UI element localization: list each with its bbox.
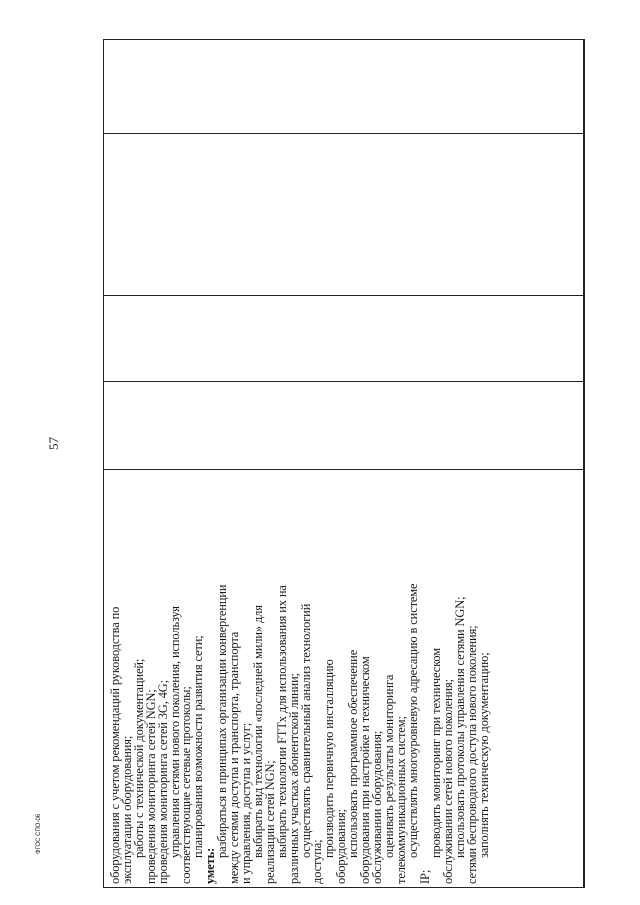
text-line: оценивать результаты мониторинга [381, 674, 396, 858]
text-line: оборудования с учетом рекомендаций руководства по [108, 606, 122, 884]
text-line: разбираться в принципах организации конвергенции [215, 584, 230, 858]
text-line: различных участках абонентской линии; [286, 673, 301, 884]
text-line: использовать программное обеспечение [346, 649, 361, 858]
text-line: уметь: [203, 847, 218, 884]
text-line: обслуживании сетей нового поколения; [441, 679, 456, 884]
text-line: сетями беспроводного доступа нового поколения; [465, 625, 480, 884]
text-line: заполнять техническую документацию; [477, 652, 492, 858]
text-line: проводить мониторинг при техническом [429, 648, 444, 858]
text-line: планирования возможности развития сети; [191, 635, 206, 858]
text-line: доступа; [310, 839, 325, 884]
text-line: обслуживании оборудования; [369, 730, 384, 884]
text-line: эксплуатации оборудования; [119, 735, 134, 884]
text-line: осуществлять многоуровневую адресацию в системе [405, 583, 420, 858]
text-line: проведения мониторинга сетей NGN; [143, 689, 158, 884]
text-line: телекоммуникационных систем; [393, 716, 408, 884]
text-line: IP; [417, 869, 432, 884]
text-line: реализации сетей NGN; [262, 760, 277, 884]
text-line: осуществлять сравнительный анализ технологий [298, 603, 313, 858]
text-line: управления сетями нового поколения, используя [167, 606, 182, 858]
text-line: соответствующие сетевые протоколы; [179, 686, 194, 884]
page-number: 57 [46, 437, 61, 450]
text-line: оборудования; [334, 809, 349, 884]
text-line: работы с технической документацией; [131, 658, 146, 858]
text-line: выбирать технологии FTTx для использования их на [274, 585, 289, 858]
text-line: производить первичную инсталляцию [322, 659, 337, 858]
competency-text-cell [110, 39, 570, 884]
text-line: и управления, доступа и услуг; [238, 722, 253, 884]
table-column-divider [583, 39, 584, 888]
text-line: использовать протоколы управления сетями NGN; [453, 596, 468, 858]
text-line: между сетями доступа и транспорта, транспорта [227, 631, 242, 884]
text-line: оборудования при настройке и техническом [358, 656, 373, 884]
text-line: выбирать вид технологии «последней мили» для [250, 605, 265, 858]
document-footer: ФГОС СПО-06 [36, 813, 42, 854]
text-line: проведения мониторинга сетей 3G, 4G; [155, 680, 170, 884]
